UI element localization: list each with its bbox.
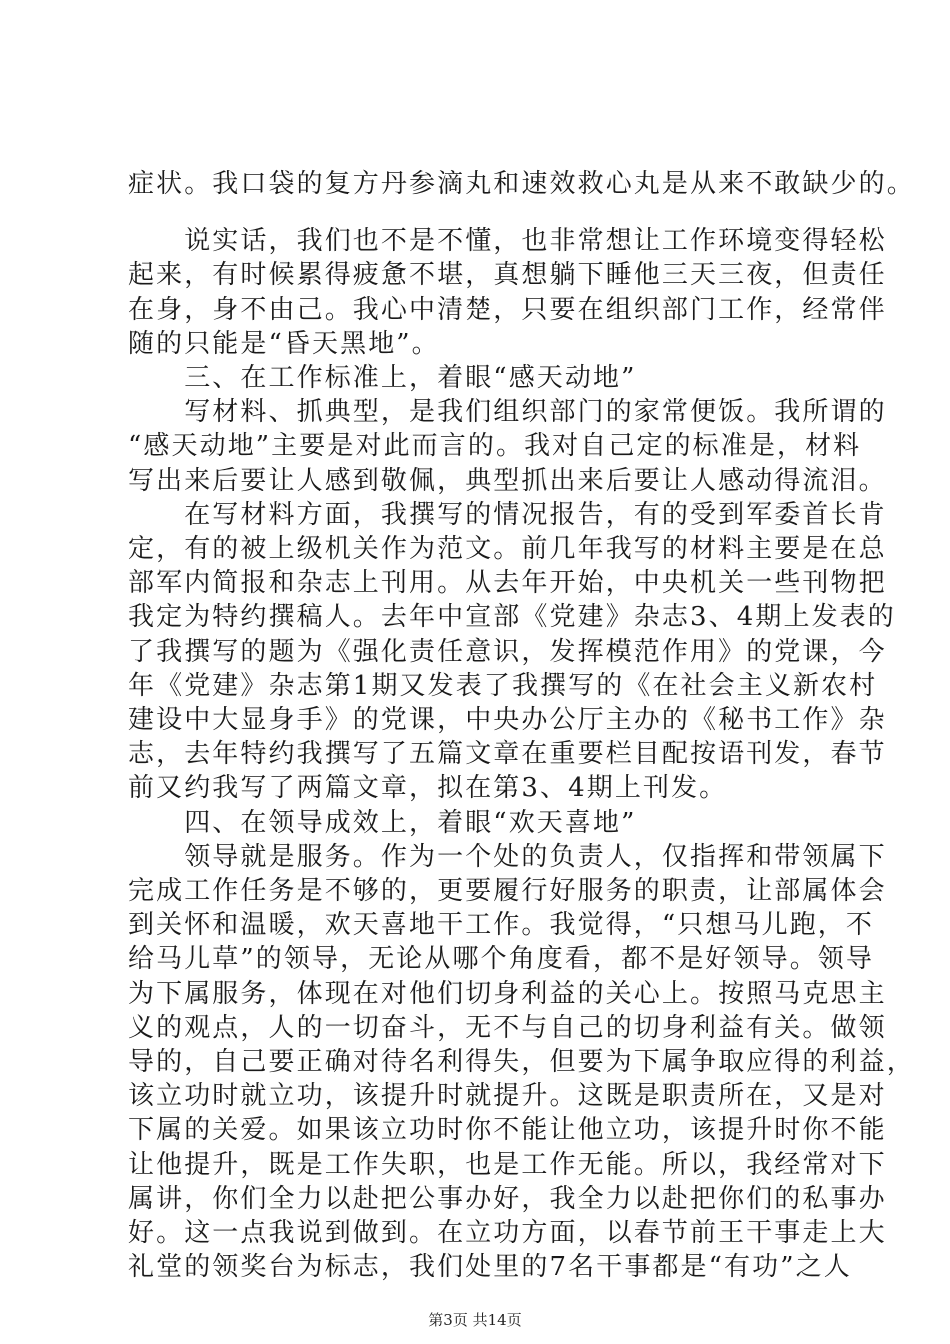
text-line: 义的观点，人的一切奋斗，无不与自己的切身利益有关。做领 bbox=[128, 1013, 887, 1043]
text-line: 定，有的被上级机关作为范文。前几年我写的材料主要是在总 bbox=[128, 534, 887, 564]
text-line: 部军内简报和杂志上刊用。从去年开始，中央机关一些刊物把 bbox=[128, 568, 887, 598]
text-line: 说实话，我们也不是不懂，也非常想让工作环境变得轻松 bbox=[128, 226, 887, 256]
text-line: 我定为特约撰稿人。去年中宣部《党建》杂志3、4期上发表的 bbox=[128, 602, 896, 632]
text-line: 属讲，你们全力以赴把公事办好，我全力以赴把你们的私事办 bbox=[128, 1184, 887, 1214]
text-line: 前又约我写了两篇文章，拟在第3、4期上刊发。 bbox=[128, 773, 728, 803]
text-line: 在身，身不由己。我心中清楚，只要在组织部门工作，经常伴 bbox=[128, 295, 887, 325]
text-line: 建设中大显身手》的党课，中央办公厅主办的《秘书工作》杂 bbox=[128, 705, 887, 735]
text-line: 领导就是服务。作为一个处的负责人，仅指挥和带领属下 bbox=[128, 842, 887, 872]
text-line: 到关怀和温暖，欢天喜地干工作。我觉得，“只想马儿跑，不 bbox=[128, 910, 874, 940]
text-line: 志，去年特约我撰写了五篇文章在重要栏目配按语刊发，春节 bbox=[128, 739, 887, 769]
text-line: 起来，有时候累得疲惫不堪，真想躺下睡他三天三夜，但责任 bbox=[128, 260, 887, 290]
text-line: 在写材料方面，我撰写的情况报告，有的受到军委首长肯 bbox=[128, 500, 887, 530]
text-line: 礼堂的领奖台为标志，我们处里的7名干事都是“有功”之人 bbox=[128, 1252, 852, 1282]
page-footer: 第3页 共14页 bbox=[428, 1311, 522, 1329]
text-line: 随的只能是“昏天黑地”。 bbox=[128, 329, 440, 359]
text-line: 让他提升，既是工作失职，也是工作无能。所以，我经常对下 bbox=[128, 1150, 887, 1180]
text-line: 下属的关爱。如果该立功时你不能让他立功，该提升时你不能 bbox=[128, 1115, 887, 1145]
text-line: 好。这一点我说到做到。在立功方面，以春节前王干事走上大 bbox=[128, 1218, 887, 1248]
text-line: 该立功时就立功，该提升时就提升。这既是职责所在，又是对 bbox=[128, 1081, 887, 1111]
text-line: 给马儿草”的领导，无论从哪个角度看，都不是好领导。领导 bbox=[128, 944, 874, 974]
text-line: 写材料、抓典型，是我们组织部门的家常便饭。我所谓的 bbox=[128, 397, 887, 427]
text-line: “感天动地”主要是对此而言的。我对自己定的标准是，材料 bbox=[128, 431, 862, 461]
text-line: 了我撰写的题为《强化责任意识，发挥模范作用》的党课，今 bbox=[128, 637, 887, 667]
text-line: 写出来后要让人感到敬佩，典型抓出来后要让人感动得流泪。 bbox=[128, 466, 887, 496]
text-line: 导的，自己要正确对待名利得失，但要为下属争取应得的利益， bbox=[128, 1047, 915, 1077]
text-line: 为下属服务，体现在对他们切身利益的关心上。按照马克思主 bbox=[128, 979, 887, 1009]
text-line: 症状。我口袋的复方丹参滴丸和速效救心丸是从来不敢缺少的。 bbox=[128, 169, 915, 199]
section-heading: 三、在工作标准上，着眼“感天动地” bbox=[128, 363, 637, 393]
text-line: 年《党建》杂志第1期又发表了我撰写的《在社会主义新农村 bbox=[128, 671, 878, 701]
section-heading: 四、在领导成效上，着眼“欢天喜地” bbox=[128, 808, 637, 838]
text-line: 完成工作任务是不够的，更要履行好服务的职责，让部属体会 bbox=[128, 876, 887, 906]
